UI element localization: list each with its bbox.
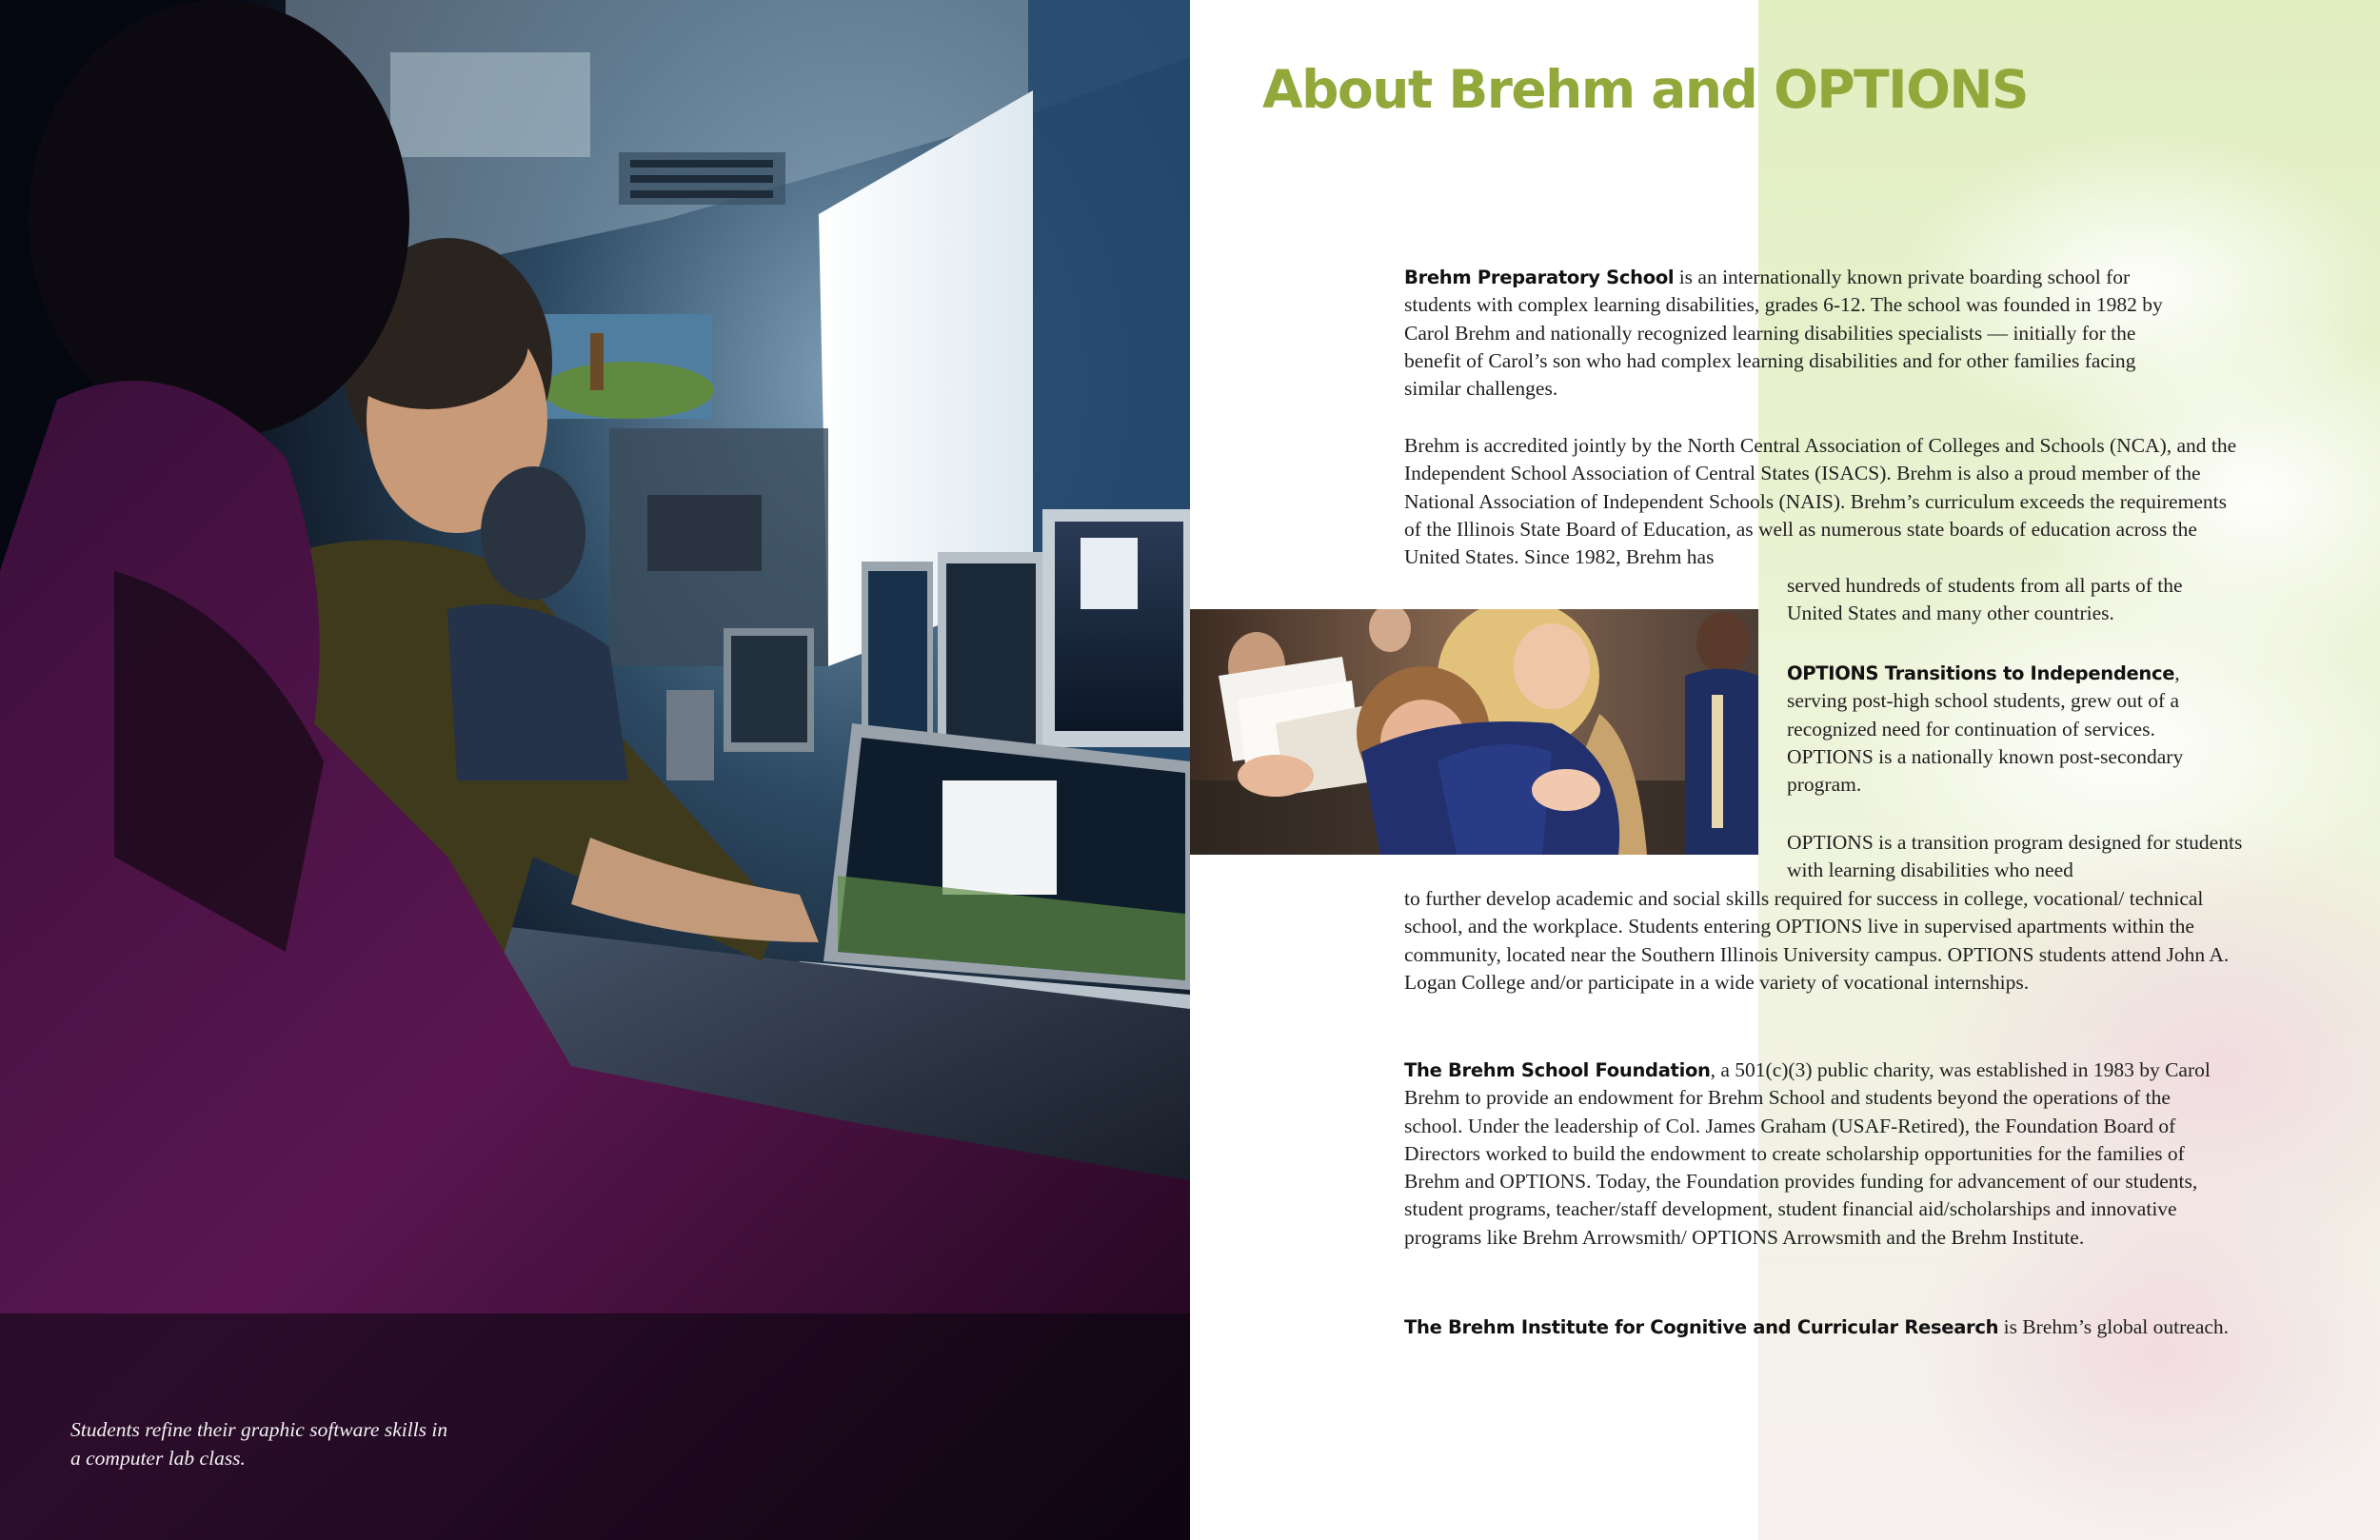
lead-brehm-prep: Brehm Preparatory School: [1404, 267, 1675, 288]
paragraph-accreditation: [1404, 432, 2247, 571]
text-options-program: OPTIONS is a transition program designed for students with learning disabilities who need: [1787, 831, 2243, 882]
graduation-photo: [1190, 609, 1758, 855]
text-options-transitions: , serving post-high school students, grew out of a recognized need for continuation of services. OPTIONS is a nationally known post-secondary program.: [1787, 661, 2184, 797]
lead-foundation: The Brehm School Foundation: [1404, 1059, 1711, 1081]
text-brehm-prep: is an internationally known private boarding school for students with complex learning disabilities, grades 6-12. The school was founded in 1982 by Carol Brehm and nationally recognized learning disabilities specialists — initially for the benefit of Carol’s son who had complex learning disabilities and for other families facing similar challenges.: [1404, 266, 2163, 401]
paragraph-accreditation-cont: [1787, 572, 2206, 628]
text-accreditation: Brehm is accredited jointly by the North Central Association of Colleges and Schools (NCA), and the Independent School Association of Central States (ISACS). Brehm is also a proud member of the National Association of Independent Schools (NAIS). Brehm’s curriculum exceeds the requirements of the Illinois State Board of Education, as well as numerous state boards of education across the United States. Since 1982, Brehm has: [1404, 434, 2237, 569]
paragraph-foundation: [1404, 1056, 2228, 1252]
paragraph-options-transitions: [1787, 660, 2244, 799]
text-institute: is Brehm’s global outreach.: [1998, 1315, 2230, 1338]
page-title: About Brehm and OPTIONS: [1262, 59, 2029, 120]
text-foundation: , a 501(c)(3) public charity, was established in 1983 by Carol Brehm to provide an endowment for Brehm School and students beyond the operations of the school. Under the leadership of Col. James Graham (USAF-Retired), the Foundation Board of Directors worked to build the endowment to create scholarship opportunities for the families of Brehm and OPTIONS. Today, the Foundation provides funding for advancement of our students, student programs, teacher/staff development, student financial aid/scholarships and innovative programs like Brehm Arrowsmith/ OPTIONS Arrowsmith and the Brehm Institute.: [1404, 1058, 2211, 1249]
paragraph-institute: [1404, 1313, 2261, 1341]
lead-institute: The Brehm Institute for Cognitive and Curricular Research: [1404, 1316, 1999, 1338]
text-options-program-cont: to further develop academic and social skills required for success in college, vocational/ technical school, and the workplace. Students entering OPTIONS live in supervised apartments within the community, located near the Southern Illinois University campus. OPTIONS students attend John A. Logan College and/or participate in a wide variety of vocational internships.: [1404, 887, 2230, 994]
lead-options-transitions: OPTIONS Transitions to Independence: [1787, 662, 2175, 684]
paragraph-options-program-cont: [1404, 885, 2232, 997]
paragraph-brehm-prep: [1404, 264, 2194, 403]
photo-caption: Students refine their graphic software skills in a computer lab class.: [70, 1418, 448, 1470]
text-accreditation-cont: served hundreds of students from all parts of the United States and many other countries.: [1787, 574, 2183, 625]
paragraph-options-program: [1787, 829, 2249, 885]
